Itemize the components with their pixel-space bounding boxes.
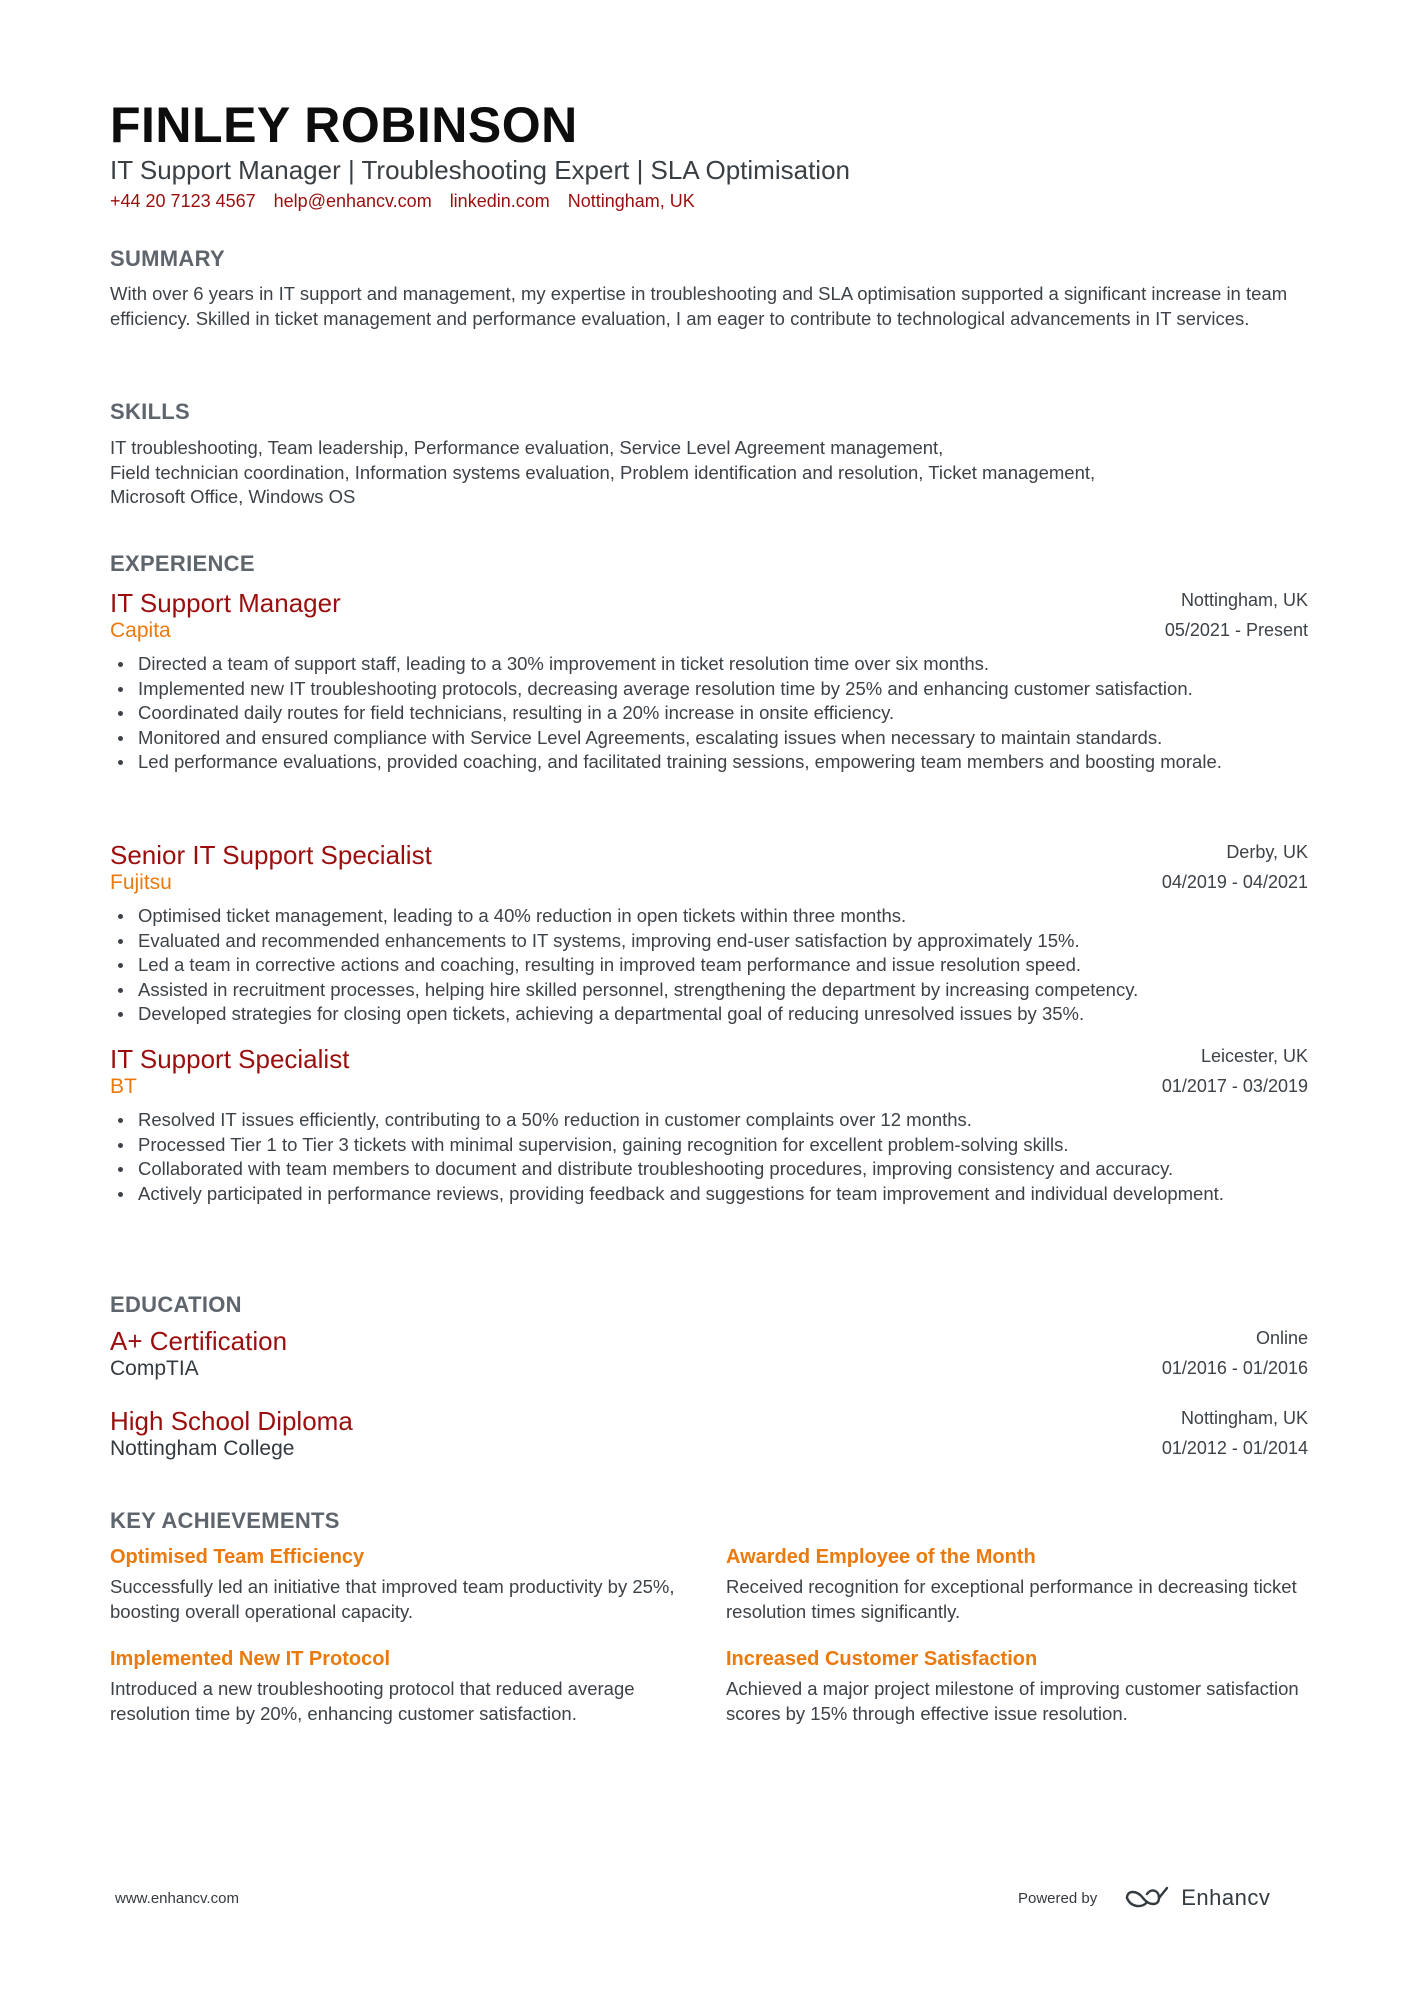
contact-linkedin[interactable]: linkedin.com: [449, 191, 550, 211]
role-bullets: [110, 1108, 1308, 1206]
bullet-item: Implemented new IT troubleshooting protocols, decreasing average resolution time by 25% and enhancing customer satisfaction.: [110, 677, 1308, 702]
role-title: IT Support Manager: [110, 588, 341, 618]
education-school: Nottingham College: [110, 1437, 295, 1460]
bullet-item: Processed Tier 1 to Tier 3 tickets with minimal supervision, gaining recognition for excellent problem-solving skills.: [110, 1133, 1308, 1158]
bullet-item: Led performance evaluations, provided coaching, and facilitated training sessions, empowering team members and boosting morale.: [110, 750, 1308, 775]
role-bullets: [110, 904, 1308, 1027]
achievement-item: [726, 1544, 1306, 1624]
footer-branding: [1018, 1880, 1270, 1916]
role-location: Nottingham, UK: [1180, 590, 1308, 610]
role-company: Capita: [110, 619, 171, 642]
bullet-item: Coordinated daily routes for field technicians, resulting in a 20% increase in onsite efficiency.: [110, 701, 1308, 726]
bullet-item: Actively participated in performance reviews, providing feedback and suggestions for team improvement and individual development.: [110, 1182, 1308, 1207]
skills-line: IT troubleshooting, Team leadership, Performance evaluation, Service Level Agreement management,: [110, 437, 944, 458]
bullet-item: Optimised ticket management, leading to a 40% reduction in open tickets within three months.: [110, 904, 1308, 929]
experience-heading: EXPERIENCE: [110, 551, 255, 576]
achievement-desc: Received recognition for exceptional performance in decreasing ticket resolution times significantly.: [726, 1576, 1297, 1622]
achievement-desc: Introduced a new troubleshooting protocol that reduced average resolution time by 20%, enhancing customer satisfaction.: [110, 1678, 635, 1724]
skills-line: Microsoft Office, Windows OS: [110, 486, 356, 507]
bullet-item: Developed strategies for closing open tickets, achieving a departmental goal of reducing unresolved issues by 35%.: [110, 1002, 1308, 1027]
role-company: BT: [110, 1075, 137, 1098]
education-degree: A+ Certification: [110, 1326, 288, 1356]
role-dates: 01/2017 - 03/2019: [1161, 1076, 1308, 1096]
candidate-name: FINLEY ROBINSON: [110, 97, 578, 153]
enhancv-logo-icon: [1123, 1884, 1171, 1912]
achievement-desc: Successfully led an initiative that improved team productivity by 25%, boosting overall operational capacity.: [110, 1576, 675, 1622]
powered-by-label: Powered by: [1018, 1889, 1098, 1907]
bullet-item: Collaborated with team members to document and distribute troubleshooting procedures, improving consistency and accuracy.: [110, 1157, 1308, 1182]
role-dates: 04/2019 - 04/2021: [1161, 872, 1308, 892]
contact-phone[interactable]: +44 20 7123 4567: [110, 191, 256, 211]
achievement-desc: Achieved a major project milestone of improving customer satisfaction scores by 15% through effective issue resolution.: [726, 1678, 1299, 1724]
skills-line: Field technician coordination, Information systems evaluation, Problem identification and resolution, Ticket management,: [110, 461, 1096, 483]
bullet-item: Evaluated and recommended enhancements to IT systems, improving end-user satisfaction by approximately 15%.: [110, 929, 1308, 954]
achievement-title: Awarded Employee of the Month: [726, 1546, 1036, 1568]
bullet-item: Monitored and ensured compliance with Service Level Agreements, escalating issues when necessary to maintain standards.: [110, 726, 1308, 751]
role-company: Fujitsu: [110, 871, 172, 894]
education-heading: EDUCATION: [110, 1292, 242, 1317]
education-school: CompTIA: [110, 1357, 199, 1380]
summary-text: With over 6 years in IT support and management, my expertise in troubleshooting and SLA optimisation supported a significant increase in team efficiency. Skilled in ticket management and performance evaluation, I am eager to contribute to technological advancements in IT services.: [110, 283, 1288, 329]
role-location: Derby, UK: [1226, 842, 1308, 862]
enhancv-brand[interactable]: Enhancv: [1181, 1885, 1271, 1910]
bullet-item: Assisted in recruitment processes, helping hire skilled personnel, strengthening the department by increasing competency.: [110, 978, 1308, 1003]
summary-heading: SUMMARY: [110, 246, 225, 271]
role-title: Senior IT Support Specialist: [110, 840, 432, 870]
footer-website[interactable]: www.enhancv.com: [115, 1890, 239, 1907]
education-location: Online: [1255, 1328, 1308, 1348]
bullet-item: Resolved IT issues efficiently, contributing to a 50% reduction in customer complaints over 12 months.: [110, 1108, 1308, 1133]
contact-info: [110, 190, 713, 212]
skills-heading: SKILLS: [110, 399, 191, 424]
achievement-title: Implemented New IT Protocol: [110, 1648, 391, 1670]
skills-list: [110, 436, 1308, 510]
achievements-heading: KEY ACHIEVEMENTS: [110, 1508, 340, 1533]
contact-location: Nottingham, UK: [567, 191, 695, 211]
achievement-title: Optimised Team Efficiency: [110, 1546, 365, 1568]
achievement-item: [110, 1646, 690, 1726]
education-dates: 01/2012 - 01/2014: [1161, 1438, 1308, 1458]
education-degree: High School Diploma: [110, 1406, 353, 1436]
bullet-item: Led a team in corrective actions and coaching, resulting in improved team performance and issue resolution speed.: [110, 953, 1308, 978]
bullet-item: Directed a team of support staff, leading to a 30% improvement in ticket resolution time over six months.: [110, 652, 1308, 677]
achievement-item: [110, 1544, 690, 1624]
education-location: Nottingham, UK: [1180, 1408, 1308, 1428]
education-dates: 01/2016 - 01/2016: [1161, 1358, 1308, 1378]
candidate-tagline: IT Support Manager | Troubleshooting Expert | SLA Optimisation: [110, 155, 850, 185]
role-bullets: [110, 652, 1308, 775]
contact-email[interactable]: help@enhancv.com: [273, 191, 432, 211]
role-dates: 05/2021 - Present: [1164, 620, 1308, 640]
role-location: Leicester, UK: [1200, 1046, 1308, 1066]
achievement-item: [726, 1646, 1306, 1726]
achievement-title: Increased Customer Satisfaction: [726, 1648, 1038, 1670]
role-title: IT Support Specialist: [110, 1044, 350, 1074]
